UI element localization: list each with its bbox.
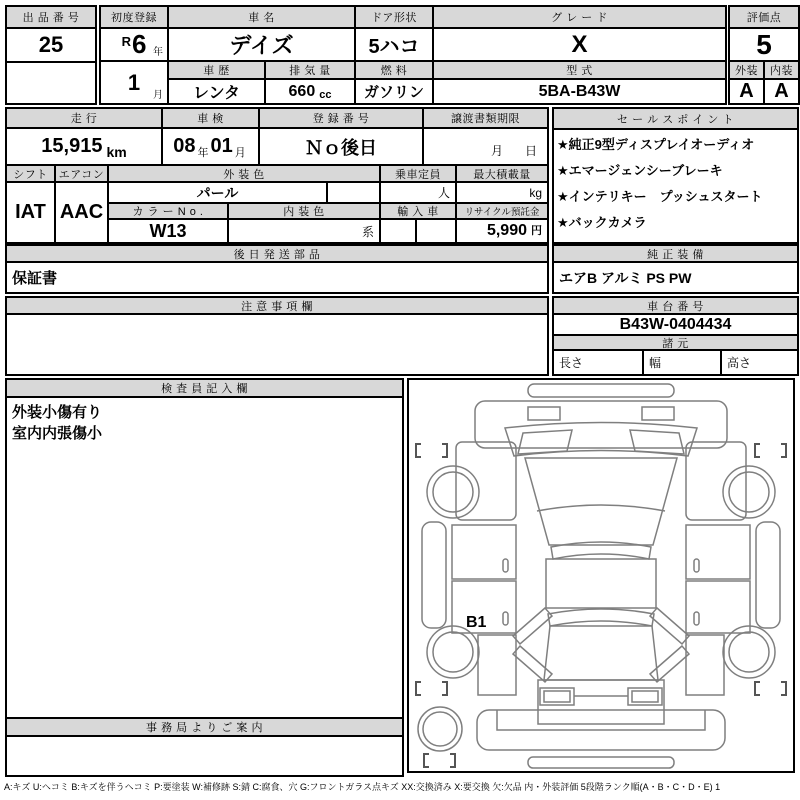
windshield-outline xyxy=(505,423,697,457)
wheel-rear-left-inner xyxy=(433,632,473,672)
rocker-panel-right xyxy=(756,522,780,628)
pillar-band-right-upper xyxy=(650,608,689,644)
quarter-panel-right xyxy=(686,635,724,695)
vehicle-damage-diagram xyxy=(407,378,795,773)
genuine-equipment-title: 純 正 装 備 xyxy=(554,246,797,261)
fuel-label: 燃 料 xyxy=(356,62,432,78)
inspection-year: 08 xyxy=(173,135,196,157)
exterior-color-value: パール xyxy=(109,183,326,202)
spec-height-label: 高さ xyxy=(722,351,797,374)
mileage-unit: km xyxy=(106,144,127,160)
chassis-specs-box xyxy=(552,296,799,376)
genuine-equipment-value: エアB アルミ PS PW xyxy=(554,263,797,292)
sales-points-body xyxy=(554,130,797,242)
mileage-label: 走 行 xyxy=(7,109,161,127)
genuine-equipment-box xyxy=(552,244,799,294)
front-bumper-top-strip xyxy=(528,384,674,397)
sales-point-item: ★純正9型ディスプレイオーディオ xyxy=(557,137,755,152)
exterior-color-label: 外 装 色 xyxy=(109,166,379,181)
front-grille-left xyxy=(528,407,560,420)
front-bumper-face xyxy=(475,401,727,448)
interior-color-label: 内 装 色 xyxy=(229,204,379,218)
transfer-docs-label: 譲渡書類期限 xyxy=(424,109,547,127)
recycle-deposit-label: リサイクル預託金 xyxy=(457,204,547,218)
auction-no-label: 出 品 番 号 xyxy=(7,7,95,27)
inspection-value xyxy=(163,129,258,164)
front-door-left xyxy=(452,525,516,579)
first-registration-year-value: 6 xyxy=(131,29,147,59)
color-row xyxy=(7,166,547,242)
car-history-label: 車 歴 xyxy=(169,62,264,78)
model-code-label: 型 式 xyxy=(434,62,725,78)
first-registration-month xyxy=(101,62,167,103)
recycle-deposit-unit: 円 xyxy=(531,225,542,237)
damage-code-legend: A:キズ U:ヘコミ B:キズを伴うヘコミ P:要塗装 W:補修跡 S:錆 C:腐食、穴 G:フロントガラス点キズ XX:交換済み X:要交換 欠:欠品 内・外装評価 5段階ランク順(A・B・C・D・E) 1 xyxy=(4,782,721,792)
sales-points-box xyxy=(552,107,799,244)
auction-no-box xyxy=(5,5,97,105)
model-code-value: 5BA-B43W xyxy=(434,80,725,103)
year-suffix: 年 xyxy=(153,47,163,58)
capacity-label: 乗車定員 xyxy=(381,166,455,181)
registration-no-label: 登 録 番 号 xyxy=(260,109,422,127)
cabin-floor xyxy=(546,559,656,608)
tail-lamp-right-inner xyxy=(632,691,658,702)
aircon-label: エアコン xyxy=(56,166,107,181)
later-shipment-box xyxy=(5,244,549,294)
office-info-box xyxy=(5,717,404,777)
sales-points-title: セ ー ル ス ポ イ ン ト xyxy=(554,109,797,128)
sales-point-item: ★インテリキー プッシュスタート xyxy=(557,189,763,204)
capacity-value: 人 xyxy=(381,183,455,202)
vehicle-info-box xyxy=(99,5,727,105)
interior-grade-value: A xyxy=(765,80,798,103)
rocker-panel-left xyxy=(422,522,446,628)
exterior-grade-label: 外装 xyxy=(730,62,763,78)
transfer-day-suffix: 日 xyxy=(524,144,537,158)
wiper-zone-right xyxy=(630,430,684,454)
wheel-front-left xyxy=(427,466,479,518)
wheel-rear-right-inner xyxy=(729,632,769,672)
tire-bracket-marks xyxy=(416,444,786,767)
score-value: 5 xyxy=(730,29,798,60)
auction-no-value: 25 xyxy=(7,29,95,61)
inspection-month: 01 xyxy=(210,135,233,157)
wiper-zone-left xyxy=(518,430,572,454)
inspector-note-line: 外装小傷有り xyxy=(12,404,103,421)
registration-no-value: Ｎｏ後日 xyxy=(260,129,422,164)
displacement-label: 排 気 量 xyxy=(266,62,354,78)
mileage-row xyxy=(7,109,547,164)
door-handle-rear-left xyxy=(503,612,508,625)
chassis-value: B43W-0404434 xyxy=(554,315,797,334)
displacement-value xyxy=(266,80,354,103)
wheel-rear-left xyxy=(427,626,479,678)
notes-box xyxy=(5,296,549,376)
aircon-value: AAC xyxy=(56,183,107,242)
wheel-rear-right xyxy=(723,626,775,678)
later-shipment-title: 後 日 発 送 部 品 xyxy=(7,246,547,261)
max-load-label: 最大積載量 xyxy=(457,166,547,181)
transfer-month-suffix: 月 xyxy=(490,144,503,158)
grade-value: X xyxy=(434,29,725,60)
spare-tire xyxy=(418,707,462,751)
spare-tire-inner xyxy=(423,712,457,746)
car-top-view-diagram xyxy=(409,380,793,771)
roof-panel xyxy=(525,458,677,545)
grade-label: グ レ ー ド xyxy=(434,7,725,27)
rear-bumper-inner-line xyxy=(497,710,705,730)
front-door-right xyxy=(686,525,750,579)
door-handle-rear-right xyxy=(694,612,699,625)
color-no-value: W13 xyxy=(109,220,227,242)
spec-width-label: 幅 xyxy=(644,351,720,374)
mileage-number: 15,915 xyxy=(41,135,103,157)
office-info-value xyxy=(7,737,402,775)
recycle-deposit-number: 5,990 xyxy=(486,222,527,239)
fuel-value: ガソリン xyxy=(356,80,432,103)
door-handle-front-left xyxy=(503,559,508,572)
first-registration-month-value: 1 xyxy=(127,69,141,95)
recycle-deposit-value xyxy=(457,220,547,242)
rear-seat-band xyxy=(548,609,654,626)
door-shape-value: 5ハコ xyxy=(356,29,432,60)
notes-value xyxy=(7,315,547,374)
exterior-color-empty-cell xyxy=(328,183,379,202)
middle-left-box xyxy=(5,107,549,244)
door-shape-label: ドア形状 xyxy=(356,7,432,27)
quarter-panel-left xyxy=(478,635,516,695)
car-history-value: レンタ xyxy=(169,80,264,103)
auction-no-empty-cell xyxy=(7,63,95,103)
displacement-number: 660 xyxy=(288,82,316,100)
inspection-month-suffix: 月 xyxy=(234,147,246,159)
spec-length-label: 長さ xyxy=(554,351,642,374)
score-label: 評価点 xyxy=(730,7,798,27)
first-registration-label: 初度登録 xyxy=(101,7,167,27)
chassis-title: 車 台 番 号 xyxy=(554,298,797,313)
pillar-band-left-upper xyxy=(513,608,552,644)
import-car-label: 輸 入 車 xyxy=(381,204,455,218)
inspector-note-line: 室内内張傷小 xyxy=(12,425,103,442)
wheel-front-right-inner xyxy=(729,472,769,512)
exterior-grade-value: A xyxy=(730,80,763,103)
sales-point-item: ★バックカメラ xyxy=(557,215,647,230)
wheel-front-right xyxy=(723,466,775,518)
inspection-label: 車 検 xyxy=(163,109,258,127)
damage-code-b1: B1 xyxy=(466,614,487,631)
later-shipment-value: 保証書 xyxy=(7,263,547,292)
sales-point-item: ★エマージェンシーブレーキ xyxy=(557,163,723,178)
import-car-cell-left xyxy=(381,220,415,242)
shift-label: シフト xyxy=(7,166,54,181)
car-name-value: デイズ xyxy=(169,29,354,60)
interior-grade-label: 内装 xyxy=(765,62,798,78)
office-info-title: 事 務 局 よ り ご 案 内 xyxy=(7,719,402,735)
rear-glass xyxy=(544,626,658,680)
color-no-label: カ ラ ー N o . xyxy=(109,204,227,218)
specs-title: 諸 元 xyxy=(554,336,797,349)
wheel-front-left-inner xyxy=(433,472,473,512)
displacement-unit: cc xyxy=(319,89,332,101)
interior-color-value: 系 xyxy=(229,220,379,242)
tail-lamp-left-inner xyxy=(544,691,570,702)
inspection-year-suffix: 年 xyxy=(197,147,209,159)
notes-title: 注 意 事 項 欄 xyxy=(7,298,547,313)
score-box xyxy=(728,5,800,105)
era-mark: R xyxy=(121,34,131,49)
month-suffix: 月 xyxy=(153,90,163,101)
inspector-notes-title: 検 査 員 記 入 欄 xyxy=(7,380,402,396)
max-load-value: kg xyxy=(457,183,547,202)
mileage-value xyxy=(7,129,161,164)
inspector-notes-box xyxy=(5,378,404,719)
front-grille-right xyxy=(642,407,674,420)
first-registration-year xyxy=(101,29,167,60)
car-name-label: 車 名 xyxy=(169,7,354,27)
rear-bumper-bottom-strip xyxy=(528,757,674,768)
inspector-notes-body xyxy=(7,398,402,717)
shift-value: IAT xyxy=(7,183,54,242)
import-car-cell-right xyxy=(417,220,455,242)
door-handle-front-right xyxy=(694,559,699,572)
transfer-docs-value xyxy=(424,129,547,164)
roof-cowl-line xyxy=(537,505,665,511)
